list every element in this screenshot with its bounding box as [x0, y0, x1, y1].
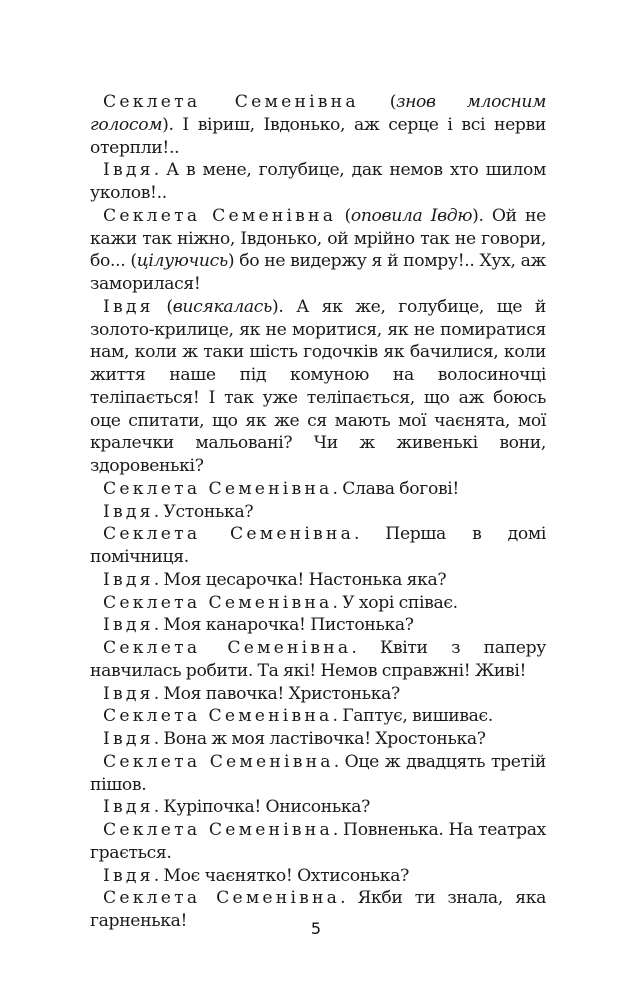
speaker-name: Секлета Семенівна: [103, 888, 341, 909]
dialogue-paragraph: [90, 796, 546, 819]
dialogue-text: ). А як же, голубице, ще й золото-крилице, як не моритися, як не помиратися нам, коли ж таки шість годочків як бачилися, коли життя наше під комуною на волосиночці теліпається! І так уже теліпається, що аж боюсь оце спитати, що як же ся мають мої чаєнята, мої кралечки мальовані? Чи ж живенькі вони, здоровенькі?: [90, 296, 546, 476]
dialogue-text: . Квіти з паперу навчилась робити. Та які! Немов справжні! Живі!: [90, 638, 547, 681]
dialogue-text: . Устонька?: [153, 501, 254, 522]
dialogue-text: . А в мене, голубице, дак немов хто шилом уколов!..: [90, 160, 546, 203]
speaker-name: Івдя: [103, 683, 154, 704]
dialogue-paragraph: [90, 865, 546, 888]
speaker-name: Секлета Семенівна: [103, 205, 337, 226]
stage-direction: оповила Івдю: [350, 205, 473, 226]
dialogue-paragraph: [90, 614, 546, 637]
speaker-name: Секлета Семенівна: [103, 751, 334, 772]
dialogue-paragraph: [90, 205, 546, 296]
speaker-name: Івдя: [103, 865, 154, 886]
dialogue-paragraph: [90, 569, 546, 592]
dialogue-text: ). І віриш, Івдонько, аж серце і всі нерви отерпли!..: [90, 114, 546, 158]
speaker-name: Секлета Семенівна: [103, 478, 333, 499]
dialogue-paragraph: [90, 705, 546, 728]
dialogue-paragraph: [90, 523, 546, 569]
dialogue-text: (: [336, 205, 351, 226]
dialogue-text: (: [153, 296, 173, 317]
speaker-name: Секлета Семенівна: [103, 638, 352, 658]
speaker-name: Івдя: [103, 569, 154, 590]
dialogue-text: . Перша в домі помічниця.: [90, 524, 546, 567]
dialogue-paragraph: [90, 501, 546, 524]
speaker-name: Івдя: [103, 160, 154, 181]
dialogue-text: . Якби ти знала, яка гарненька!: [90, 888, 546, 931]
speaker-name: Івдя: [103, 729, 154, 749]
stage-direction: цілуючись: [136, 251, 228, 272]
dialogue-paragraph: [90, 478, 546, 501]
dialogue-text: . Куріпочка! Онисонька?: [153, 797, 371, 818]
dialogue-paragraph: [90, 751, 546, 797]
dialogue-text: . Повненька. На театрах грається.: [90, 820, 547, 863]
page-number: 5: [310, 919, 322, 938]
dialogue-paragraph: [90, 296, 546, 478]
dialogue-paragraph: [90, 637, 546, 683]
dialogue-text: (: [358, 92, 397, 112]
speaker-name: Секлета Семенівна: [103, 592, 333, 613]
dialogue-text: . У хорі співає.: [332, 592, 458, 613]
dialogue-paragraph: [90, 592, 546, 615]
dialogue-paragraph: [90, 728, 546, 751]
stage-direction: знов млосним голосом: [90, 92, 546, 135]
dialogue-text: ) бо не видержу я й помру!.. Хух, аж заморилася!: [90, 251, 546, 294]
dialogue-paragraph: [90, 159, 546, 205]
dialogue-paragraph: [90, 683, 546, 706]
dialogue-text: . Вона ж моя ластівочка! Хростонька?: [153, 729, 486, 749]
stage-direction: висякалась: [172, 296, 273, 317]
speaker-name: Секлета Семенівна: [103, 706, 333, 727]
dialogue-text: . Моя цесарочка! Настонька яка?: [153, 569, 447, 590]
dialogue-text: . Гаптує, вишиває.: [332, 706, 493, 727]
speaker-name: Секлета Семенівна: [103, 820, 333, 840]
speaker-name: Івдя: [103, 797, 154, 818]
dialogue-text: . Моя павочка! Христонька?: [153, 683, 400, 704]
page-body: [90, 91, 546, 933]
speaker-name: Івдя: [103, 296, 154, 317]
speaker-name: Секлета Семенівна: [103, 92, 359, 112]
dialogue-text: . Моє чаєнятко! Охтисонька?: [153, 865, 409, 886]
dialogue-text: . Слава богові!: [332, 478, 459, 499]
dialogue-text: ). Ой не кажи так ніжно, Івдонько, ой мрійно так не говори, бо... (: [90, 205, 546, 272]
dialogue-paragraph: [90, 819, 546, 865]
speaker-name: Секлета Семенівна: [103, 524, 355, 545]
speaker-name: Івдя: [103, 615, 154, 636]
dialogue-text: . Оце ж двадцять третій пішов.: [90, 751, 547, 795]
dialogue-text: . Моя канарочка! Пистонька?: [153, 615, 414, 636]
speaker-name: Івдя: [103, 501, 154, 522]
dialogue-paragraph: [90, 91, 546, 159]
